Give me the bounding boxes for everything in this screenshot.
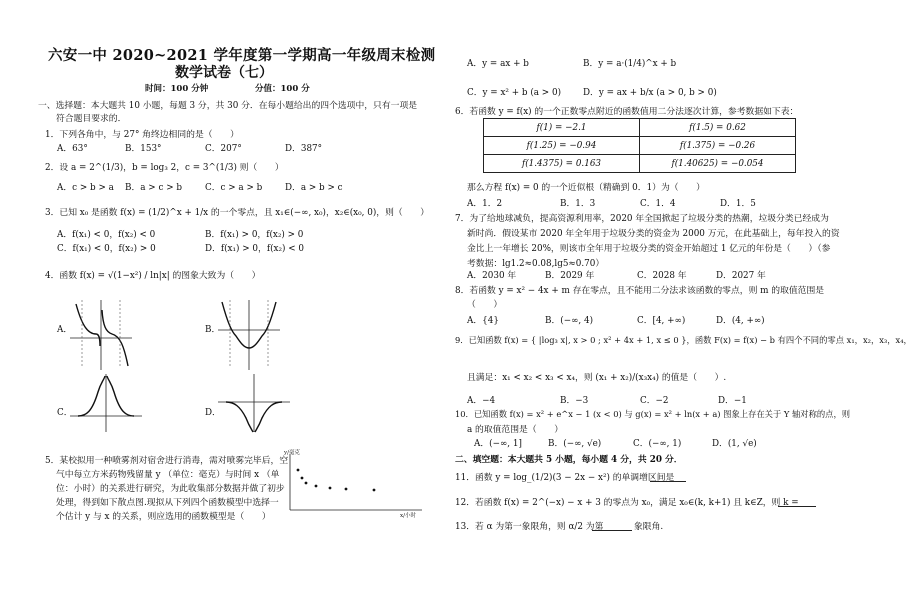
q3-option-b: B．f(x₁) > 0，f(x₂) > 0 xyxy=(205,230,304,240)
table-row xyxy=(484,155,796,173)
q10-option-c: C．(−∞, 1) xyxy=(633,439,682,449)
section-choice-header-cont: 符合题目要求的． xyxy=(56,114,127,124)
q5-scatter-point xyxy=(297,469,300,472)
q2-option-a: A．c > b > a xyxy=(57,183,114,193)
q12-answer-blank[interactable] xyxy=(778,506,816,507)
q7-line-4: 考数据：lg1.2≈0.08,lg5≈0.70） xyxy=(467,259,605,269)
q1-option-a: A．63° xyxy=(57,144,88,154)
q5-scatter-point xyxy=(301,477,304,480)
q11-answer-blank[interactable] xyxy=(650,481,686,482)
q8-option-a: A．{4} xyxy=(467,316,499,326)
q5-line-1: 5．某校拟用一种喷雾剂对宿舍进行消毒，需对喷雾完毕后，空 xyxy=(45,456,289,466)
q6-option-d: D．1．5 xyxy=(720,199,756,209)
q11-stem: 11．函数 y = log_(1/2)(3 − 2x − x²) 的单调增区间是 xyxy=(455,473,675,483)
q9-option-a: A．−4 xyxy=(467,396,496,406)
q5-axis-y-label: y/毫克 xyxy=(284,450,300,456)
q2-option-c: C．c > a > b xyxy=(205,183,263,193)
section-choice-header: 一、选择题：本大题共 10 小题，每题 3 分，共 30 分．在每小题给出的四个选项中，只有一项是 xyxy=(38,101,418,111)
q13-stem: 13．若 α 为第一象限角，则 α/2 为第 xyxy=(455,522,604,532)
q10-cont: a 的取值范围是（ ） xyxy=(467,425,564,435)
q4-label-d: D． xyxy=(205,408,221,418)
q3-stem: 3．已知 x₀ 是函数 f(x) = (1/2)^x + 1/x 的一个零点，且 x₁∈(−∞, x₀)，x₂∈(x₀, 0)，则（ ） xyxy=(45,208,430,218)
q3-option-a: A．f(x₁) < 0，f(x₂) < 0 xyxy=(57,230,156,240)
table-row xyxy=(484,119,796,137)
q7-line-1: 7．为了给地球减负，提高资源利用率，2020 年全国掀起了垃圾分类的热潮，垃圾分类已经成为 xyxy=(455,214,829,224)
q4-graph-a xyxy=(68,296,134,372)
q1-option-c: C．207° xyxy=(205,144,242,154)
table-cell: f(1.40625) = −0.054 xyxy=(640,155,796,173)
q6-option-b: B．1．3 xyxy=(560,199,596,209)
q4-label-b: B． xyxy=(205,325,221,335)
table-cell: f(1.4375) = 0.163 xyxy=(484,155,640,173)
q6-option-c: C．1．4 xyxy=(640,199,676,209)
q4-graph-b xyxy=(216,296,282,372)
q2-option-d: D．a > b > c xyxy=(285,183,343,193)
q12-stem: 12．若函数 f(x) = 2^(−x) − x + 3 的零点为 x₀，满足 x₀∈(k, k+1) 且 k∈Z，则 k = xyxy=(455,498,799,508)
q4-label-a: A． xyxy=(57,325,73,335)
q5-scatter-point xyxy=(329,487,332,490)
table-cell: f(1.25) = −0.94 xyxy=(484,137,640,155)
q8-option-c: C．[4, +∞) xyxy=(637,316,686,326)
q5-line-2: 气中每立方米药物残留量 y （单位：毫克）与时间 x （单 xyxy=(56,470,280,480)
q6-value-table xyxy=(483,118,796,173)
exam-score: 分值：100 分 xyxy=(255,84,310,94)
q10-option-a: A．(−∞, 1] xyxy=(474,439,522,449)
q7-line-2: 新时尚．假设某市 2020 年全年用于垃圾分类的资金为 2000 万元，在此基础上，每年投入的资 xyxy=(467,229,840,239)
q5-option-c: C．y = x² + b (a > 0) xyxy=(467,88,562,98)
table-cell: f(1.5) = 0.62 xyxy=(640,119,796,137)
q8-option-b: B．(−∞, 4) xyxy=(545,316,594,326)
q4-graph-d xyxy=(216,372,292,434)
exam-title: 六安一中 2020~2021 学年度第一学期高一年级周末检测 xyxy=(48,47,436,64)
q8-option-d: D．(4, +∞) xyxy=(716,316,765,326)
q5-scatter-point xyxy=(305,482,308,485)
q5-option-d: D．y = ax + b/x (a > 0, b > 0) xyxy=(583,88,717,98)
section-fill-header: 二、填空题：本大题共 5 小题，每小题 4 分，共 20 分． xyxy=(455,455,683,465)
q6-stem: 6．若函数 y = f(x) 的一个正数零点附近的函数值用二分法逐次计算，参考数据如下表： xyxy=(455,107,799,117)
q3-option-c: C．f(x₁) < 0，f(x₂) > 0 xyxy=(57,244,156,254)
q1-stem: 1．下列各角中，与 27° 角终边相同的是（ ） xyxy=(45,130,239,140)
q7-option-b: B．2029 年 xyxy=(545,271,595,281)
q9-option-d: D．−1 xyxy=(718,396,747,406)
q5-axis-x-label: x/小时 xyxy=(400,513,416,519)
q7-option-a: A．2030 年 xyxy=(467,271,517,281)
q9-option-c: C．−2 xyxy=(640,396,669,406)
q7-option-c: C．2028 年 xyxy=(637,271,687,281)
q10-stem: 10．已知函数 f(x) = x² + e^x − 1 (x < 0) 与 g(x) = x² + ln(x + a) 图象上存在关于 Y 轴对称的点，则 xyxy=(455,409,851,419)
table-cell: f(1.375) = −0.26 xyxy=(640,137,796,155)
q5-scatter-point xyxy=(345,488,348,491)
q5-scatter-plot xyxy=(282,450,432,516)
q9-stem: 9．已知函数 f(x) = { |log₃ x|, x > 0 ; x² + 4x + 1, x ≤ 0 }，函数 F(x) = f(x) − b 有四个不同的零点 x₁，x₂，x₃，x₄， xyxy=(455,335,912,345)
q10-option-d: D．(1, √e) xyxy=(712,439,757,449)
q1-option-d: D．387° xyxy=(285,144,323,154)
q10-option-b: B．(−∞, √e) xyxy=(548,439,602,449)
q5-line-3: 位：小时）的关系进行研究，为此收集部分数据并做了初步 xyxy=(56,484,285,494)
q9-option-b: B．−3 xyxy=(560,396,589,406)
q8-blank: （ ） xyxy=(467,300,503,310)
q7-option-d: D．2027 年 xyxy=(716,271,766,281)
table-cell: f(1) = −2.1 xyxy=(484,119,640,137)
q5-scatter-point xyxy=(373,489,376,492)
q13-answer-blank[interactable] xyxy=(592,530,632,531)
q5-line-5: 个估计 y 与 x 的关系，则应选用的函数模型是（ ） xyxy=(56,512,271,522)
exam-subtitle: 数学试卷（七） xyxy=(175,65,273,81)
q4-stem: 4．函数 f(x) = √(1−x²) / ln|x| 的图象大致为（ ） xyxy=(45,271,261,281)
q4-graph-c xyxy=(68,372,144,434)
q4-label-c: C． xyxy=(57,408,73,418)
q2-option-b: B．a > c > b xyxy=(125,183,182,193)
table-row xyxy=(484,137,796,155)
q1-option-b: B．153° xyxy=(125,144,162,154)
q5-line-4: 处理，得到如下散点图.现拟从下列四个函数模型中选择一 xyxy=(56,498,279,508)
q7-line-3: 金比上一年增长 20%，则该市全年用于垃圾分类的资金开始超过 1 亿元的年份是（ ）（参 xyxy=(467,244,831,254)
q5-option-a: A．y = ax + b xyxy=(467,59,529,69)
q9-cont: 且满足：x₁ < x₂ < x₃ < x₄，则 (x₁ + x₂)/(x₃x₄) 的值是（ ）. xyxy=(467,373,727,383)
q5-option-b: B．y = a·(1/4)^x + b xyxy=(583,59,677,69)
exam-time: 时间：100 分钟 xyxy=(145,84,209,94)
q13-end: 象限角. xyxy=(634,522,664,532)
q3-option-d: D．f(x₁) > 0，f(x₂) < 0 xyxy=(205,244,304,254)
q2-stem: 2．设 a = 2^(1/3)，b = log₃ 2，c = 3^(1/3) 则（ ） xyxy=(45,163,284,173)
q6-option-a: A．1．2 xyxy=(467,199,503,209)
q8-stem: 8．若函数 y = x² − 4x + m 存在零点，且不能用二分法求该函数的零点，则 m 的取值范围是 xyxy=(455,286,825,296)
q5-scatter-point xyxy=(315,485,318,488)
q6-after: 那么方程 f(x) = 0 的一个近似根（精确到 0．1）为（ ） xyxy=(467,183,705,193)
